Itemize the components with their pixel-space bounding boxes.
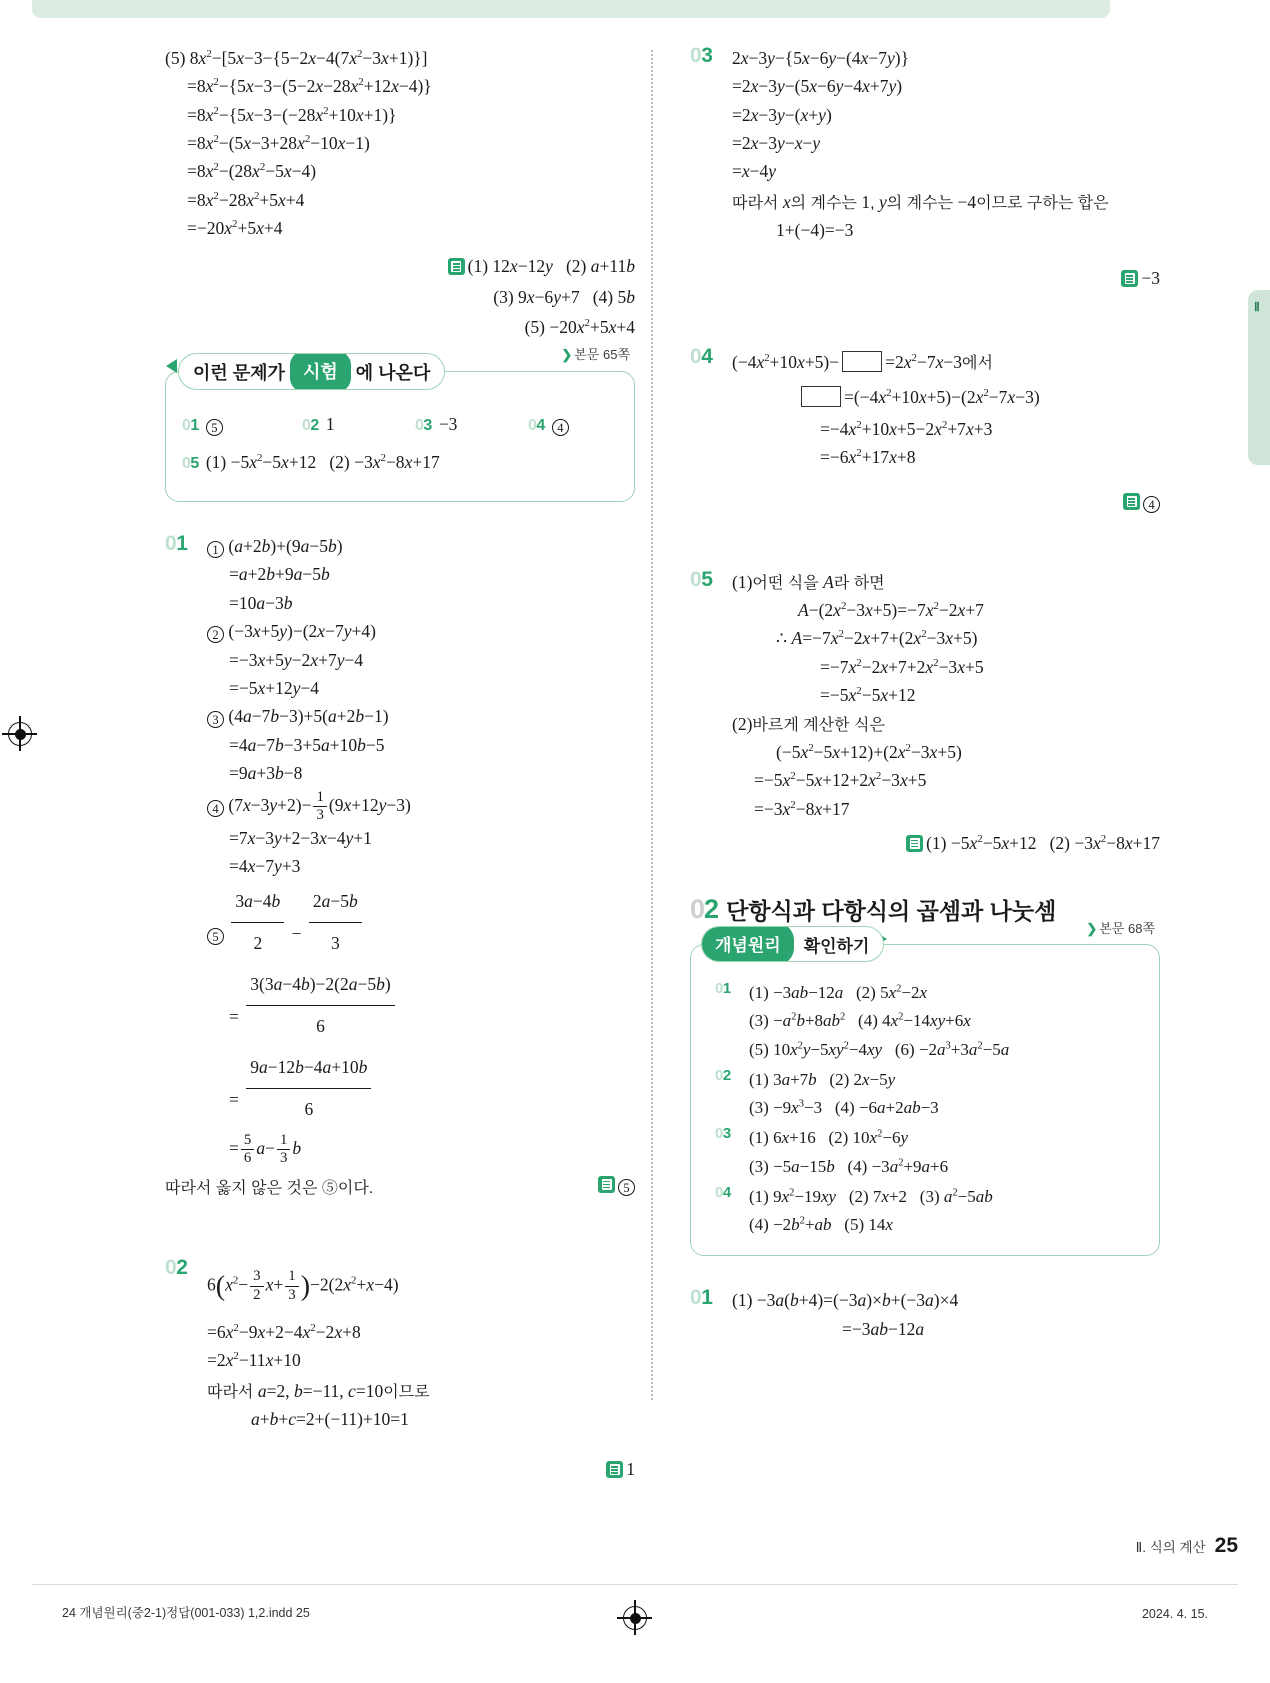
bottom-divider: [32, 1584, 1238, 1585]
problem-03-answer: [690, 264, 1160, 292]
concept-row-04: [707, 1183, 1143, 1239]
problem-01-conclusion-row: [165, 1175, 635, 1198]
concept-row-01: [707, 979, 1143, 1064]
section-02-title: 단항식과 다항식의 곱셈과 나눗셈: [726, 898, 1057, 925]
side-tab-label: Ⅱ: [1254, 300, 1260, 314]
concept-num-01: 01: [715, 980, 731, 998]
problem-04: [690, 345, 1160, 472]
answer-icon: [1123, 493, 1140, 510]
exam-answer-04: [528, 410, 569, 438]
concept-tab-pill: 개념원리: [702, 926, 794, 962]
circled-4c: 4: [1143, 496, 1160, 513]
top-banner: [32, 0, 1110, 18]
concept-body-04: (1) $9x^2-19xy$ (2) 7x+2 (3) $a^2-5ab$ $(4) -2b^2+ab$ (5) 14x: [749, 1186, 993, 1234]
problem-01-body: 1 (a+2b)+(9a−5b) =a+2b+9a−5b =10a−3b 2 (−3x+5y)−(2x−7y+4) =−3x+5y−2x+7y−4 =−5x+12y−4 3 (4a−7b−3)+5(a+2b−1) =4a−7b−3+5a+10b−5 =9a+3b−8 4 (7x−3y+2)− $\frac{1}{3}$ (9x+12y−3) =7x−3y+2−3x−4y+1 =4x−7y+3 5 $\frac{3a-4b}{2}$ − $\frac{2a-5b}{3}$ = $\frac{3(3a-4b)-2(2a-5b)}{6}$ = $\frac{9a-12b-4a+10b}{6}$ = $\frac{5}{6}$ a− $\frac{1}{3}$ b: [207, 532, 635, 1167]
concept-body-01: (1) −3ab−12a (2) $5x^2-2x$ $(3) -a^2b+8ab^2$ (4) $4x^2-14xy+6x$ (5) $10x^2y-5xy^2-4xy$ $(6) -2a^3+3a^2-5a$: [749, 983, 1010, 1059]
concept-body-03: (1) 6x+16 (2) $10x^2-6y$ (3) −5a−15b $(4) -3a^2+9a+6$: [749, 1128, 949, 1176]
circled-2: 2: [207, 626, 224, 643]
exam-num-04: 04: [528, 417, 545, 435]
circled-5b: 5: [207, 928, 224, 945]
exam-tab-pill: 시험: [290, 353, 351, 390]
concept-check-box: [690, 921, 1160, 1256]
right-column: [690, 44, 1160, 1349]
problem-01-next: [690, 1286, 1160, 1343]
problem-05-part1-label: (1): [732, 571, 753, 592]
chapter-label: Ⅱ. 식의 계산: [1135, 1540, 1206, 1555]
circled-3: 3: [207, 711, 224, 728]
answer-icon: [1121, 270, 1138, 287]
exam-answer-row-2: [182, 448, 618, 476]
registration-mark-left: [8, 722, 32, 746]
section-02-number: 02: [690, 894, 719, 925]
exam-answer-02: 02 1: [302, 414, 335, 435]
answer-icon: [906, 835, 923, 852]
page-number: 25: [1214, 1534, 1238, 1557]
exam-num-01: 01: [182, 417, 199, 435]
problem-03: [690, 44, 1160, 244]
concept-tab-label: 확인하기: [803, 936, 870, 956]
problem-01-number: 01: [165, 532, 188, 556]
answer-icon: [606, 1461, 623, 1478]
problem-01-next-number: 01: [690, 1286, 713, 1310]
problem-01-answer: [598, 1170, 635, 1198]
concept-num-04: 04: [715, 1183, 731, 1201]
circled-4: 4: [552, 419, 569, 436]
concept-reference-text: 본문 68쪽: [1099, 921, 1155, 937]
problem-01: [165, 532, 635, 1167]
item-label-5: (5): [165, 48, 186, 68]
concept-row-02: [707, 1066, 1143, 1122]
problem-02-answer-value: 1: [626, 1459, 635, 1480]
registration-mark-bottom: [623, 1606, 647, 1630]
problem-03-answer-value: −3: [1141, 268, 1160, 289]
problem-05-part1-intro: 어떤 식을 A라 하면: [752, 571, 885, 592]
exam-num-02: 02: [302, 417, 319, 435]
exam-answer-01: [182, 410, 302, 438]
concept-box-tab: [701, 926, 884, 962]
problem-04-body: $(-4x^2+10x+5)- =2x^2-7x-3$에서 $=(-4x^2+10x+5)-(2x^2-7x-3)$ $=-4x^2+10x+5-2x^2+7x+3$ $=-6x^2+17x+8$: [732, 351, 1040, 468]
exam-preview-box: [165, 347, 635, 502]
circled-4b: 4: [207, 800, 224, 817]
problem-01-conclusion: 따라서 옳지 않은 것은 ⑤이다.: [165, 1180, 374, 1198]
exam-box-reference[interactable]: [561, 344, 630, 363]
problem-05-part2-label: (2): [732, 713, 753, 734]
problem-02: [165, 1256, 635, 1433]
chevron-right-icon: ❯: [561, 347, 573, 363]
blank-box-icon: [842, 351, 882, 372]
answer-icon: [598, 1176, 615, 1193]
concept-row-03: [707, 1124, 1143, 1180]
column-divider: [651, 50, 653, 1400]
problem-01-next-body: (1) −3a(b+4)=(−3a)×b+(−3a)×4 =−3ab−12a: [732, 1290, 959, 1339]
circled-1: 1: [207, 541, 224, 558]
problem-02-number: 02: [165, 1256, 188, 1280]
concept-body-02: (1) 3a+7b (2) 2x−5y $(3) -9x^3-3$ (4) −6a+2ab−3: [749, 1069, 939, 1118]
problem-02-body: $6(x^2-$ $\frac{3}{2}$ x+ $\frac{1}{3}$ )$-2(2x^2+x-4)$ $=6x^2-9x+2-4x^2-2x+8$ $=2x^2-11x+10$ 따라서 a=2, b=−11, c=10이므로 a+b+c=2+(−11)+10=1: [207, 1268, 430, 1429]
exam-answer-03: 03 −3: [415, 414, 458, 435]
chevron-right-icon: ❯: [1086, 921, 1098, 937]
circled-5: 5: [206, 419, 223, 436]
concept-box-reference[interactable]: [1086, 918, 1155, 937]
problem-04-number: 04: [690, 344, 713, 368]
exam-reference-text: 본문 65쪽: [574, 347, 630, 363]
problem-05-number: 05: [690, 567, 713, 591]
exam-box-tab: [178, 353, 445, 390]
problem-05-answer: $(1) -5x^2-5x+12$ $(2) -3x^2-8x+17$: [690, 829, 1160, 857]
exam-tab-part3: 에 나온다: [355, 362, 431, 383]
left-column: [165, 44, 635, 1484]
exam-num-03: 03: [415, 417, 432, 435]
answer-block-5c: $(5) -20x^2+5x+4$: [524, 317, 635, 338]
print-footer-right: 2024. 4. 15.: [1141, 1607, 1208, 1621]
problem-03-number: 03: [690, 44, 713, 67]
problem-05: [690, 568, 1160, 823]
chapter-side-tab: [1248, 290, 1270, 465]
page-footer: [1136, 1534, 1238, 1558]
problem-03-body: 2x−3y−{5x−6y−(4x−7y)} =2x−3y−(5x−6y−4x+7y) =2x−3y−(x+y) =2x−3y−x−y =x−4y 따라서 x의 계수는 1, y의 계수는 −4이므로 구하는 합은 1+(−4)=−3: [732, 48, 1109, 241]
circled-5c: 5: [618, 1179, 635, 1196]
concept-num-03: 03: [715, 1125, 731, 1143]
problem-04-answer: [690, 487, 1160, 515]
print-footer-left: 24 개념원리(중2-1)정답(001-033) 1,2.indd 25: [62, 1606, 310, 1620]
exam-tab-part1: 이런 문제가: [193, 362, 285, 383]
continued-solution-5: (5) $8x^2-[5x-3-\{5-2x-4(7x^2-3x+1)\}]$ $=8x^2-\{5x-3-(5-2x-28x^2+12x-4)\}$ $=8x^2-\{5x-3-(-28x^2+10x+1)\}$ $=8x^2-(5x-3+28x^2-10x-1)$ $=8x^2-(28x^2-5x-4)$ $=8x^2-28x^2+5x+4$ $=-20x^2+5x+4$: [165, 48, 432, 239]
problem-05-part2-intro: 바르게 계산한 식은: [752, 716, 885, 734]
blank-box-icon: [801, 386, 841, 407]
tab-arrow-left-icon: [166, 359, 177, 373]
problem-05-body: (1)어떤 식을 A라 하면 $A-(2x^2-3x+5)=-7x^2-2x+7$ ∴ $A=-7x^2-2x+7+(2x^2-3x+5)$ $=-7x^2-2x+7+2x^2-3x+5$ $=-5x^2-5x+12$ (2)바르게 계산한 식은 $(-5x^2-5x+12)+(2x^2-3x+5)$ $=-5x^2-5x+12+2x^2-3x+5$ $=-3x^2-8x+17$: [732, 571, 984, 819]
exam-answer-05: 05 $(1) -5x^2-5x+12$ $(2) -3x^2-8x+17$: [182, 451, 440, 472]
exam-answer-row-1: [182, 410, 618, 438]
problem-02-answer: [165, 1455, 635, 1483]
concept-num-02: 02: [715, 1066, 731, 1084]
answer-icon: [448, 258, 465, 275]
answer-block-5: (1) 12x−12y (2) a+11b: [165, 252, 635, 280]
exam-num-05: 05: [182, 454, 199, 472]
answer-block-5b: (3) 9x−6y+7 (4) 5b: [493, 286, 635, 307]
